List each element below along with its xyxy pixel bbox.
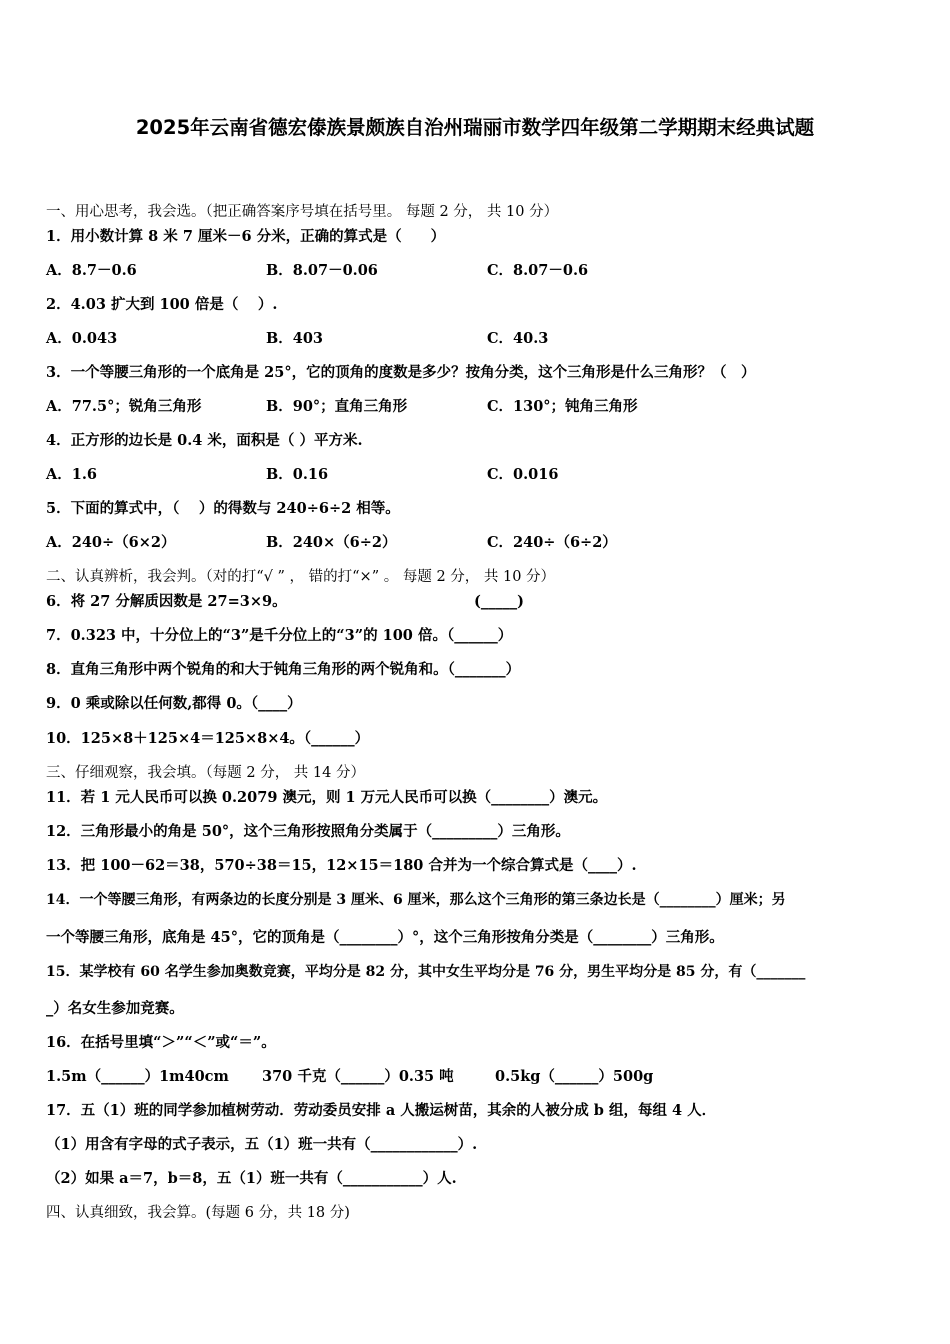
section-3-heading: 三、仔细观察，我会填。（每题 2 分， 共 14 分） [46,765,365,781]
question-1: 1．用小数计算 8 米 7 厘米－6 分米，正确的算式是（ ） [46,228,446,245]
question-6: 6．将 27 分解质因数是 27=3×9。 [46,593,287,610]
question-10: 10．125×8＋125×4＝125×8×4。（______） [46,730,370,747]
q3-option-b: B．90°；直角三角形 [266,398,408,415]
q2-option-c: C．40.3 [487,330,549,347]
q6-answer-blank: (_____) [474,593,524,610]
q4-option-a: A．1.6 [46,466,97,483]
question-9: 9．0 乘或除以任何数,都得 0。（____） [46,695,302,712]
q3-option-c: C．130°；钝角三角形 [487,398,638,415]
question-13: 13．把 100－62＝38，570÷38＝15，12×15＝180 合并为一个综合算式是（____）. [46,857,637,874]
q1-option-a: A．8.7－0.6 [46,262,137,279]
q17-sub-1: （1）用含有字母的式子表示，五（1）班一共有（____________）. [46,1136,478,1153]
q2-option-b: B．403 [266,330,324,347]
q16-part-1: 1.5m（______）1m40cm [46,1068,229,1085]
q4-option-b: B．0.16 [266,466,329,483]
q5-option-c: C．240÷（6÷2） [487,534,617,551]
q4-option-c: C．0.016 [487,466,559,483]
question-11: 11．若 1 元人民币可以换 0.2079 澳元，则 1 万元人民币可以换（________）澳元。 [46,789,608,806]
question-3: 3．一个等腰三角形的一个底角是 25°，它的顶角的度数是多少？按角分类，这个三角形是什么三角形？（ ） [46,364,756,381]
question-14-line-1: 14．一个等腰三角形，有两条边的长度分别是 3 厘米、6 厘米，那么这个三角形的第三条边长是（________）厘米；另 [46,892,786,908]
q2-option-a: A．0.043 [46,330,118,347]
question-2: 2．4.03 扩大到 100 倍是（ ）. [46,296,278,313]
section-4-heading: 四、认真细致，我会算。(每题 6 分，共 18 分) [46,1205,350,1221]
question-15-line-1: 15．某学校有 60 名学生参加奥数竞赛，平均分是 82 分，其中女生平均分是 76 分，男生平均分是 85 分，有（_______ [46,964,806,980]
page-title: 2025年云南省德宏傣族景颇族自治州瑞丽市数学四年级第二学期期末经典试题 [135,116,815,139]
question-7: 7．0.323 中，十分位上的“3”是千分位上的“3”的 100 倍。（______） [46,627,513,644]
section-2-heading: 二、认真辨析，我会判。（对的打“√ ” ， 错的打“×” 。 每题 2 分， 共 10 分） [46,569,556,585]
q17-sub-2: （2）如果 a＝7，b＝8，五（1）班一共有（___________）人. [46,1170,457,1187]
question-14-line-2: 一个等腰三角形，底角是 45°，它的顶角是（________）°，这个三角形按角分类是（________）三角形。 [46,929,724,946]
question-8: 8．直角三角形中两个锐角的和大于钝角三角形的两个锐角和。（_______） [46,661,521,678]
question-16: 16．在括号里填“＞”“＜”或“＝”。 [46,1034,276,1051]
q16-part-3: 0.5kg（______）500g [495,1068,654,1085]
question-5: 5．下面的算式中，（ ）的得数与 240÷6÷2 相等。 [46,500,400,517]
question-15-line-2: _）名女生参加竞赛。 [46,1000,184,1017]
q5-option-b: B．240×（6÷2） [266,534,397,551]
q1-option-b: B．8.07－0.06 [266,262,378,279]
q16-part-2: 370 千克（______）0.35 吨 [262,1068,454,1085]
question-4: 4．正方形的边长是 0.4 米，面积是（ ）平方米. [46,432,363,449]
question-12: 12．三角形最小的角是 50°，这个三角形按照角分类属于（_________）三角形。 [46,823,570,840]
q5-option-a: A．240÷（6×2） [46,534,176,551]
section-1-heading: 一、用心思考，我会选。（把正确答案序号填在括号里。 每题 2 分， 共 10 分） [46,204,559,220]
q1-option-c: C．8.07－0.6 [487,262,589,279]
q3-option-a: A．77.5°；锐角三角形 [46,398,202,415]
question-17: 17．五（1）班的同学参加植树劳动．劳动委员安排 a 人搬运树苗，其余的人被分成 b 组，每组 4 人． [46,1102,717,1119]
